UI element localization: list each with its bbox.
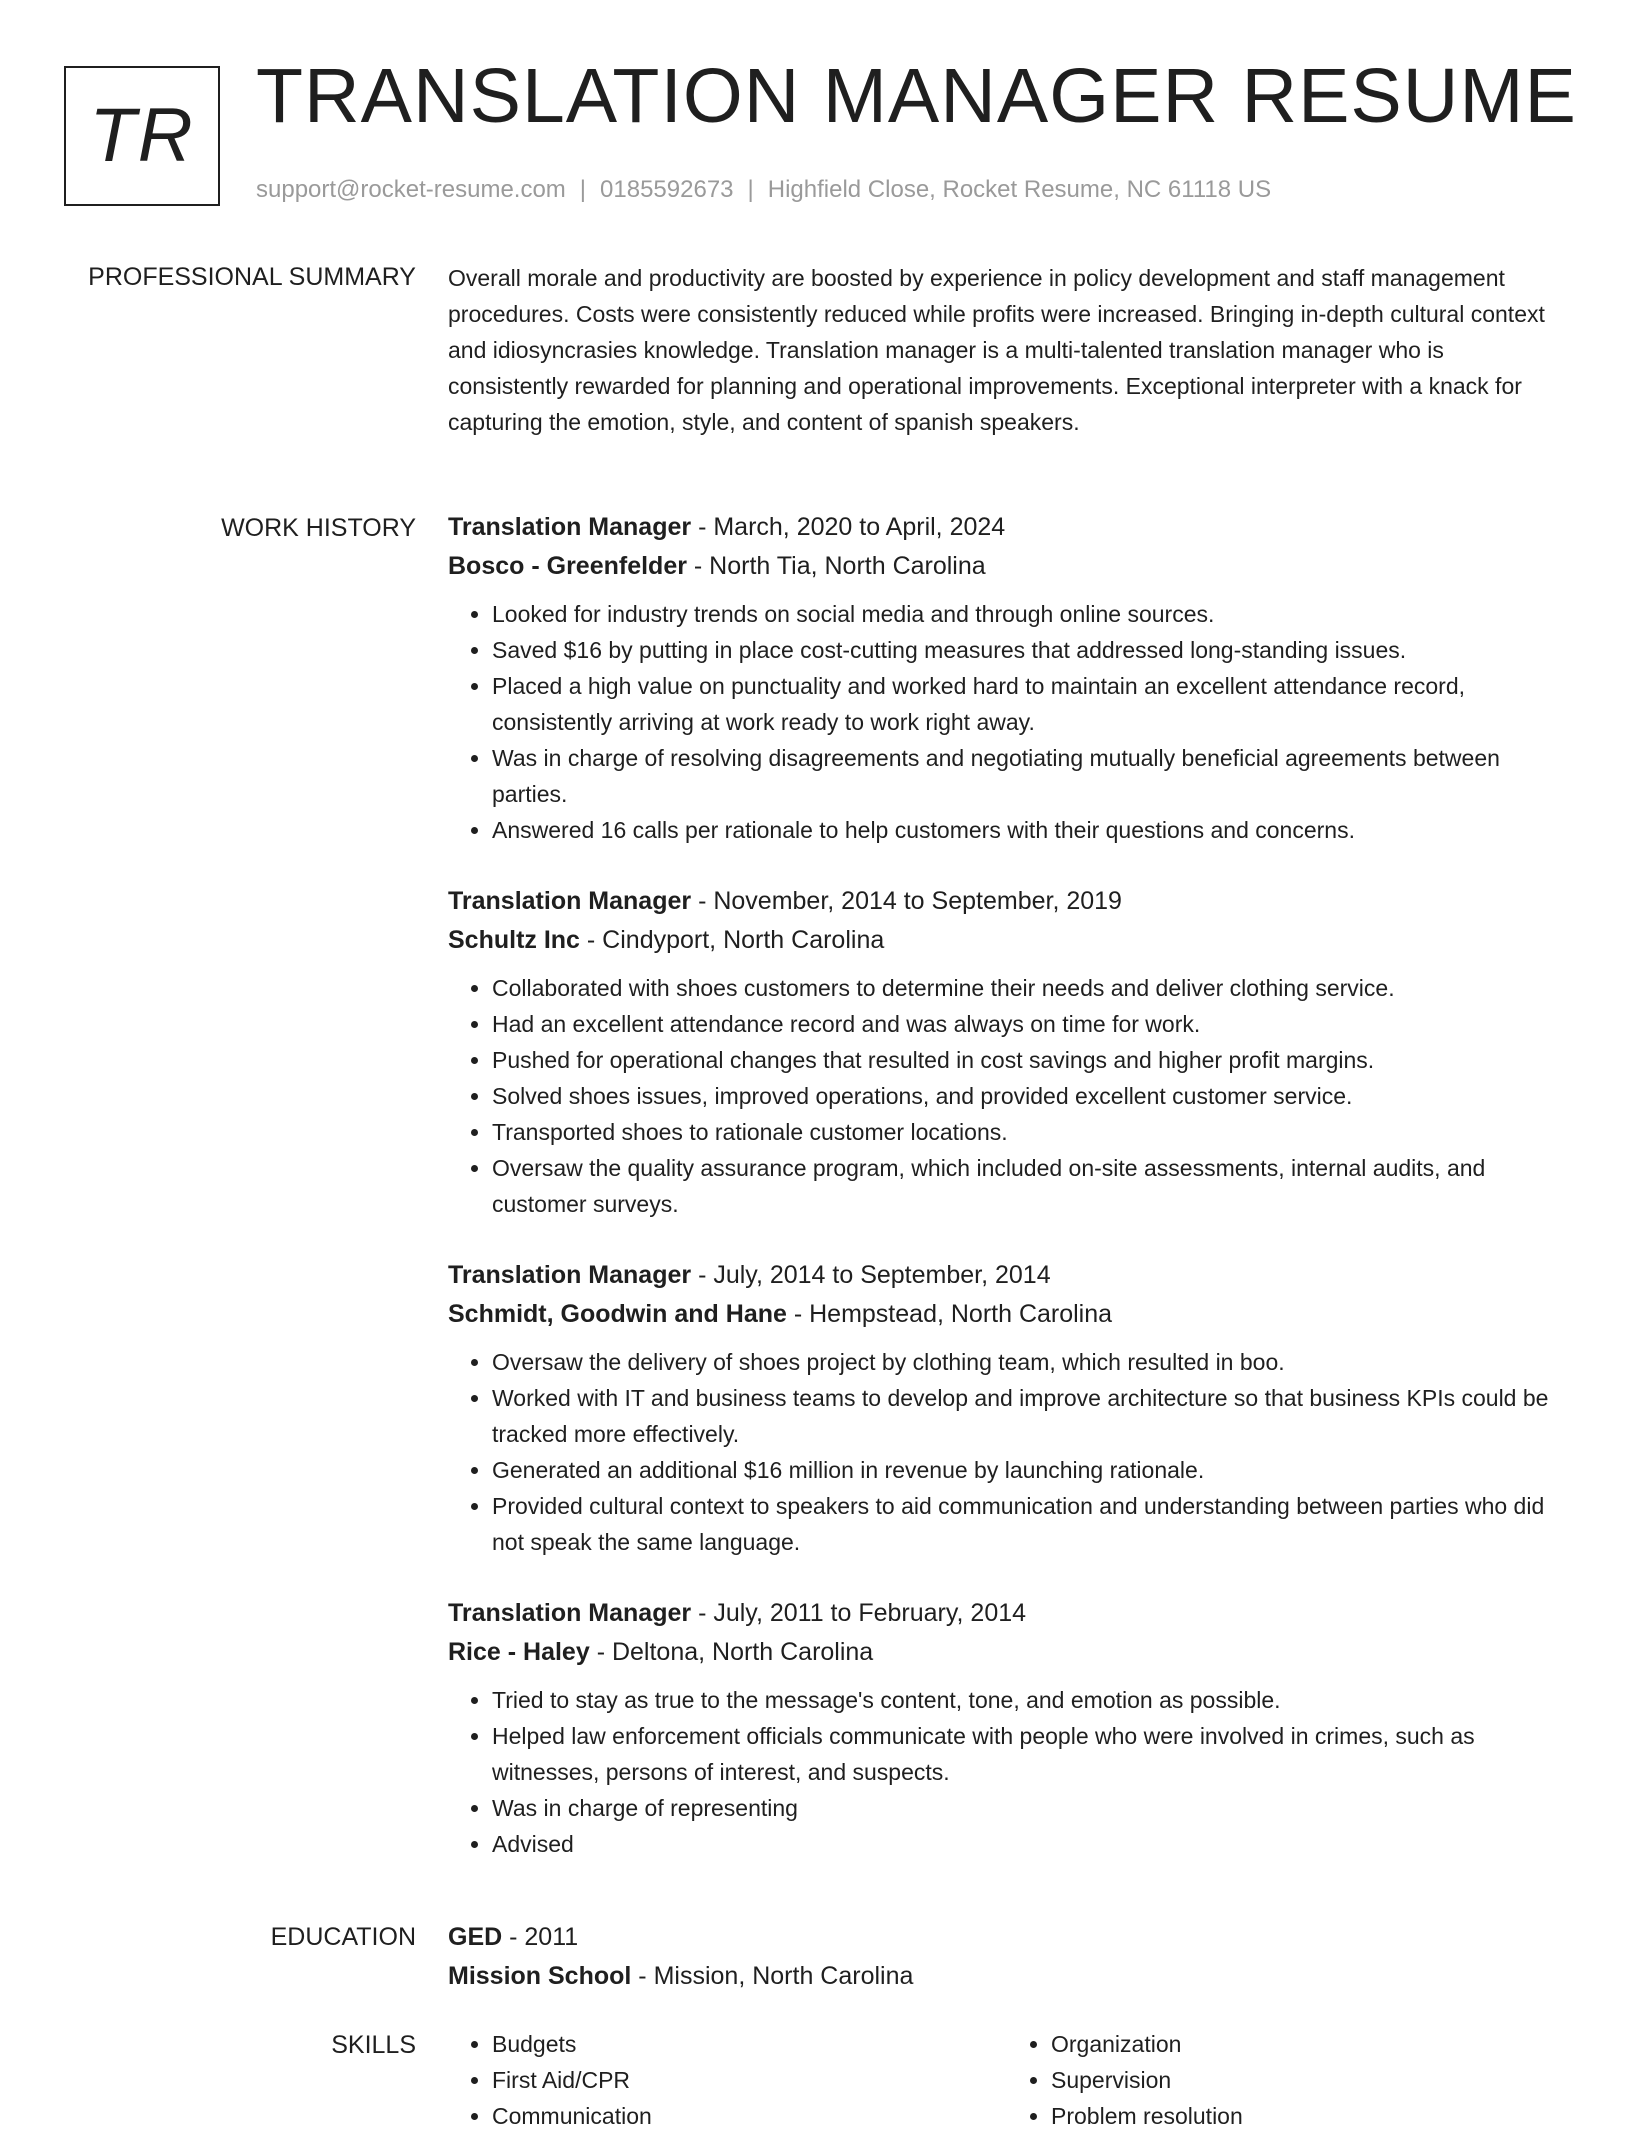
education-location: - Mission, North Carolina xyxy=(631,1962,914,1990)
job-bullet: • Transported shoes to rationale customer locations. xyxy=(492,1114,1566,1150)
job-dates: - March, 2020 to April, 2024 xyxy=(691,513,1006,541)
education-school: Mission School xyxy=(448,1962,632,1990)
job-bullet: • Worked with IT and business teams to develop and improve architecture so that business KPIs could be tracked more effectively. xyxy=(492,1380,1566,1452)
skills-column-left xyxy=(448,2026,1007,2134)
job-bullet: • Helped law enforcement officials communicate with people who were involved in crimes, such as witnesses, persons of interest, and suspects. xyxy=(492,1718,1566,1790)
job-bullet: • Generated an additional $16 million in revenue by launching rationale. xyxy=(492,1452,1566,1488)
job-entry xyxy=(448,1256,1566,1560)
job-location: - Hempstead, North Carolina xyxy=(786,1300,1113,1328)
job-dates: - July, 2011 to February, 2014 xyxy=(691,1599,1027,1627)
job-title-line xyxy=(448,508,1566,547)
job-bullet: • Collaborated with shoes customers to determine their needs and deliver clothing service. xyxy=(492,970,1566,1006)
job-bullet: • Had an excellent attendance record and was always on time for work. xyxy=(492,1006,1566,1042)
job-title-line xyxy=(448,1594,1566,1633)
summary-text: Overall morale and productivity are boosted by experience in policy development and staff management procedures. Costs were consistently reduced while profits were increased. Bringing in-depth cultural context and idiosyncrasies knowledge. Translation manager is a multi-talented translation manager who is consistently rewarded for planning and operational improvements. Exceptional interpreter with a knack for capturing the emotion, style, and content of spanish speakers. xyxy=(448,265,1545,435)
contact-line xyxy=(256,176,1271,205)
job-bullets xyxy=(448,1344,1566,1560)
job-title: Translation Manager xyxy=(448,513,692,541)
job-company: Schmidt, Goodwin and Hane xyxy=(448,1300,787,1328)
job-bullet: • Advised xyxy=(492,1826,1566,1862)
monogram-text: TR xyxy=(89,93,195,178)
skill-item: • Problem resolution xyxy=(1051,2098,1566,2134)
section-label-education: EDUCATION xyxy=(270,1923,416,1951)
job-company: Rice - Haley xyxy=(448,1638,590,1666)
job-dates: - July, 2014 to September, 2014 xyxy=(691,1261,1051,1289)
skills-list xyxy=(448,2026,1566,2134)
job-bullets xyxy=(448,1682,1566,1862)
page-title: TRANSLATION MANAGER RESUME xyxy=(256,53,1577,139)
contact-separator: | xyxy=(747,176,754,203)
job-title-line xyxy=(448,1256,1566,1295)
job-company-line xyxy=(448,1633,1566,1672)
section-label-skills: SKILLS xyxy=(331,2031,416,2059)
job-location: - Cindyport, North Carolina xyxy=(579,926,885,954)
skill-item: • First Aid/CPR xyxy=(492,2062,1007,2098)
job-company-line xyxy=(448,921,1566,960)
section-label-work-history: WORK HISTORY xyxy=(221,514,416,542)
skill-item: • Organization xyxy=(1051,2026,1566,2062)
job-bullet: • Answered 16 calls per rationale to help customers with their questions and concerns. xyxy=(492,812,1566,848)
job-bullet: • Looked for industry trends on social media and through online sources. xyxy=(492,596,1566,632)
job-bullet: • Solved shoes issues, improved operations, and provided excellent customer service. xyxy=(492,1078,1566,1114)
skill-item: • Communication xyxy=(492,2098,1007,2134)
job-title: Translation Manager xyxy=(448,887,692,915)
job-company: Schultz Inc xyxy=(448,926,580,954)
job-bullet: • Oversaw the quality assurance program, which included on-site assessments, internal audits, and customer surveys. xyxy=(492,1150,1566,1222)
job-bullets xyxy=(448,970,1566,1222)
job-bullet: • Oversaw the delivery of shoes project by clothing team, which resulted in boo. xyxy=(492,1344,1566,1380)
job-bullet: • Was in charge of resolving disagreements and negotiating mutually beneficial agreements between parties. xyxy=(492,740,1566,812)
job-bullet: • Saved $16 by putting in place cost-cutting measures that addressed long-standing issues. xyxy=(492,632,1566,668)
job-title: Translation Manager xyxy=(448,1599,692,1627)
skills-column-right xyxy=(1007,2026,1566,2134)
contact-phone: 0185592673 xyxy=(600,176,734,203)
work-history xyxy=(448,508,1566,1896)
education-degree-line xyxy=(448,1918,1566,1957)
job-entry xyxy=(448,1594,1566,1862)
job-bullet: • Tried to stay as true to the message's content, tone, and emotion as possible. xyxy=(492,1682,1566,1718)
job-company-line xyxy=(448,547,1566,586)
job-bullet: • Was in charge of representing xyxy=(492,1790,1566,1826)
education-year: - 2011 xyxy=(502,1923,579,1951)
monogram-badge xyxy=(64,66,220,206)
skill-item: • Budgets xyxy=(492,2026,1007,2062)
job-bullet: • Pushed for operational changes that resulted in cost savings and higher profit margins. xyxy=(492,1042,1566,1078)
education-entry xyxy=(448,1918,1566,1996)
section-label-summary: PROFESSIONAL SUMMARY xyxy=(88,263,416,291)
job-location: - Deltona, North Carolina xyxy=(589,1638,874,1666)
job-entry xyxy=(448,882,1566,1222)
contact-separator: | xyxy=(579,176,587,203)
education-school-line xyxy=(448,1957,1566,1996)
job-dates: - November, 2014 to September, 2019 xyxy=(691,887,1122,915)
job-bullets xyxy=(448,596,1566,848)
education-degree: GED xyxy=(448,1923,503,1951)
job-location: - North Tia, North Carolina xyxy=(686,552,986,580)
job-company: Bosco - Greenfelder xyxy=(448,552,687,580)
job-entry xyxy=(448,508,1566,848)
contact-address: Highfield Close, Rocket Resume, NC 61118 US xyxy=(767,176,1272,203)
job-title-line xyxy=(448,882,1566,921)
job-company-line xyxy=(448,1295,1566,1334)
job-bullet: • Placed a high value on punctuality and worked hard to maintain an excellent attendance record, consistently arriving at work ready to work right away. xyxy=(492,668,1566,740)
job-title: Translation Manager xyxy=(448,1261,692,1289)
job-bullet: • Provided cultural context to speakers to aid communication and understanding between parties who did not speak the same language. xyxy=(492,1488,1566,1560)
contact-email: support@rocket-resume.com xyxy=(256,176,566,203)
skill-item: • Supervision xyxy=(1051,2062,1566,2098)
